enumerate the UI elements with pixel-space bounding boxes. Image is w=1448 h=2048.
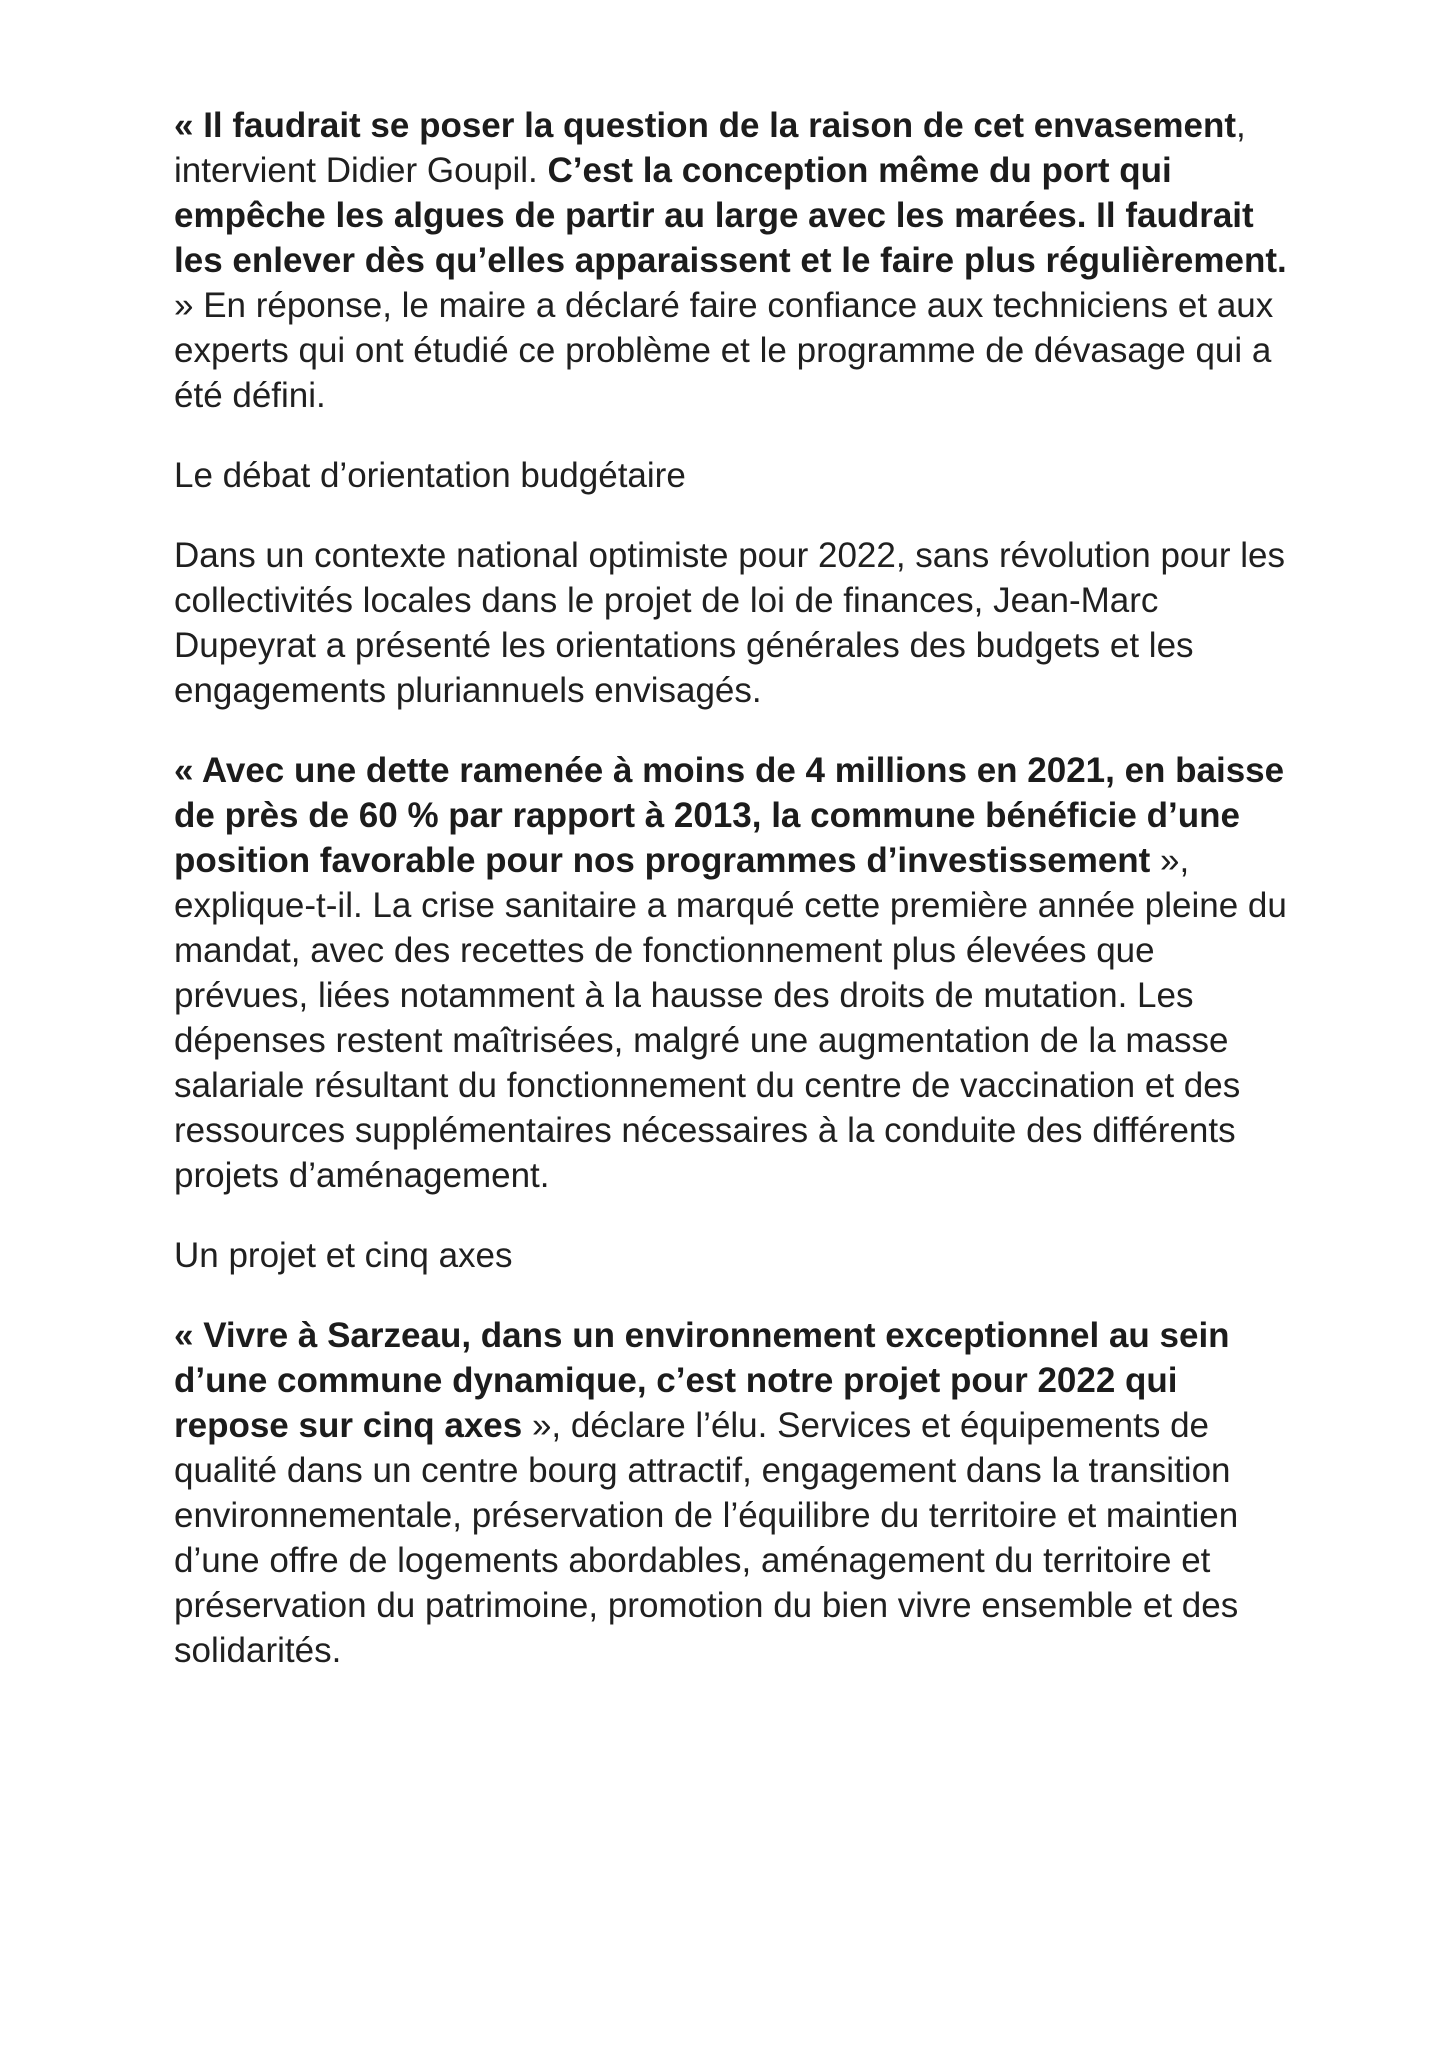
quote-bold-4: « Vivre à Sarzeau, dans un environnement exceptionnel au sein d’une commune dynamique, c’est notre projet pour 2022 qui repose sur cinq axes [174,1316,1230,1445]
paragraph-envasement [174,103,1294,418]
text-1: , intervient Didier Goupil. [174,106,1246,190]
document-page [174,103,1294,1673]
quote-bold-1: « Il faudrait se poser la question de la raison de cet envasement [174,106,1237,145]
quote-bold-2: C’est la conception même du port qui empêche les algues de partir au large avec les marées. Il faudrait les enlever dès qu’elles apparaissent et le faire plus régulièrement. [174,151,1287,280]
text-3: », explique-t-il. La crise sanitaire a marqué cette première année pleine du mandat, avec des recettes de fonctionnement plus élevées que prévues, liées notamment à la hausse des droits de mutation. Les dépenses restent maîtrisées, malgré une augmentation de la masse salariale résultant du fonctionnement du centre de vaccination et des ressources supplémentaires nécessaires à la conduite des différents projets d’aménagement. [174,841,1287,1195]
text-4: », déclare l’élu. Services et équipements de qualité dans un centre bourg attractif, engagement dans la transition environnementale, préservation de l’équilibre du territoire et maintien d’une offre de logements abordables, aménagement du territoire et préservation du patrimoine, promotion du bien vivre ensemble et des solidarités. [174,1406,1239,1670]
section-heading-projet: Un projet et cinq axes [174,1236,513,1275]
quote-bold-3: « Avec une dette ramenée à moins de 4 millions en 2021, en baisse de près de 60 % par rapport à 2013, la commune bénéficie d’une position favorable pour nos programmes d’investissement [174,751,1285,880]
text-2: » En réponse, le maire a déclaré faire confiance aux techniciens et aux experts qui ont étudié ce problème et le programme de dévasage qui a été défini. [174,286,1274,415]
paragraph-dette [174,748,1294,1198]
section-heading-budget: Le débat d’orientation budgétaire [174,456,686,495]
paragraph-context: Dans un contexte national optimiste pour 2022, sans révolution pour les collectivités locales dans le projet de loi de finances, Jean-Marc Dupeyrat a présenté les orientations générales des budgets et les engagements pluriannuels envisagés. [174,536,1285,710]
paragraph-sarzeau [174,1313,1294,1673]
